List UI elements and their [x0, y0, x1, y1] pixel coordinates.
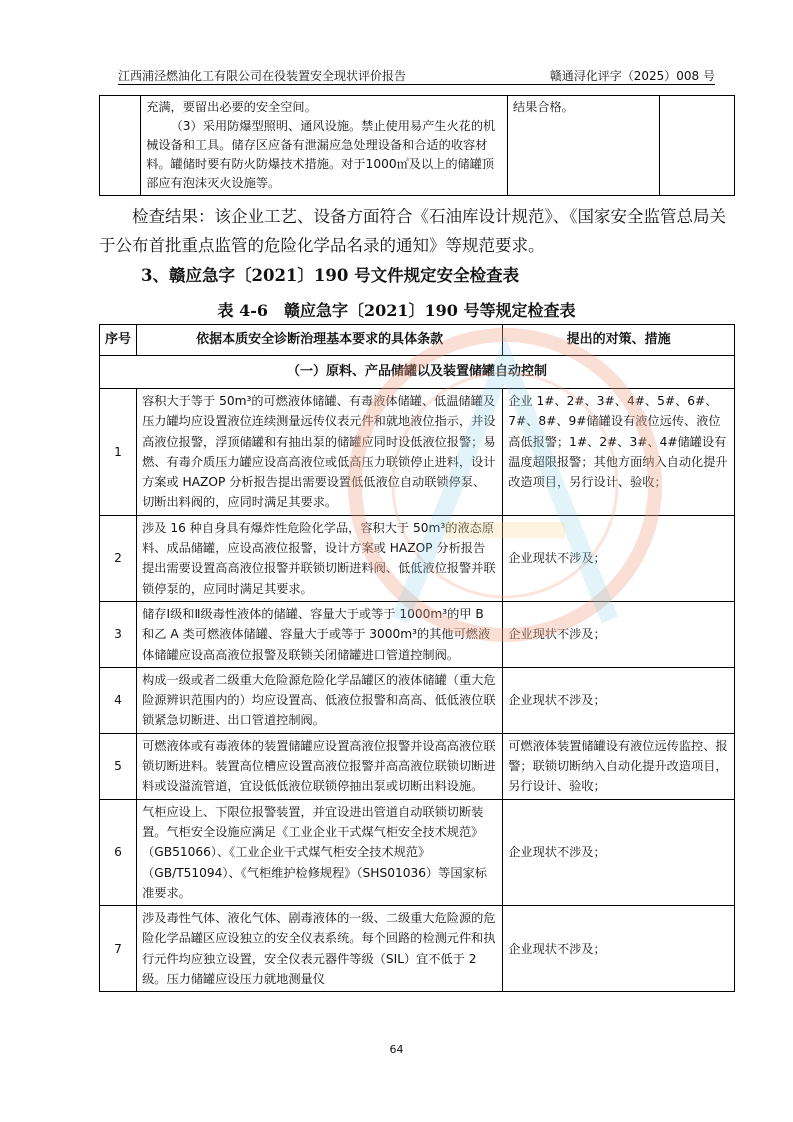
row-measure: 企业现状不涉及； [503, 667, 735, 733]
row-measure: 企业现状不涉及； [503, 515, 735, 601]
table-caption: 表 4-6 赣应急字〔2021〕190 号等规定检查表 [217, 301, 576, 320]
row-number: 6 [100, 799, 137, 905]
row-number: 1 [100, 389, 137, 516]
row-clause: 气柜应设上、下限位报警装置，并宜设进出管道自动联锁切断装置。气柜安全设施应满足《工业企业干式煤气柜安全技术规范》（GB51066）、《工业企业干式煤气柜安全技术规范》（GB/T51094）、《气柜维护检修规程》（SHS01036）等国家标准要求。 [137, 799, 503, 905]
table-row [100, 515, 735, 601]
table-row [100, 601, 735, 667]
section-title: 3、赣应急字〔2021〕190 号文件规定安全检查表 [141, 266, 520, 285]
page-number: 64 [389, 1043, 404, 1056]
result-cell: 结果合格。 [507, 96, 659, 196]
row-clause: 构成一级或者二级重大危险源危险化学品罐区的液体储罐（重大危险源辨识范围内的）均应设置高、低液位报警和高高、低低液位联锁紧急切断进、出口管道控制阀。 [137, 667, 503, 733]
row-clause: 涉及毒性气体、液化气体、剧毒液体的一级、二级重大危险源的危险化学品罐区应设独立的安全仪表系统。每个回路的检测元件和执行元件均应独立设置，安全仪表元器件等级（SIL）宜不低于 2 级。压力储罐应设压力就地测量仪 [137, 906, 503, 992]
header-left: 江西浦泾燃油化工有限公司在役装置安全现状评价报告 [118, 69, 407, 83]
table-header-row [100, 325, 735, 356]
conclusion-paragraph: 检查结果：该企业工艺、设备方面符合《石油库设计规范》、《国家安全监管总局关于公布首批重点监管的危险化学品名录的通知》等规范要求。 [99, 207, 726, 255]
table-row [100, 799, 735, 905]
table-row [100, 389, 735, 516]
table-subheader-row [100, 356, 735, 389]
table-row [100, 667, 735, 733]
row-number: 7 [100, 906, 137, 992]
row-clause: 储存Ⅰ级和Ⅱ级毒性液体的储罐、容量大于或等于 1000m³的甲 B 和乙 A 类可燃液体储罐、容量大于或等于 3000m³的其他可燃液体储罐应设高高液位报警及联锁关闭储罐进口管道控制阀。 [137, 601, 503, 667]
header-clause: 依据本质安全诊断治理基本要求的具体条款 [137, 325, 503, 356]
row-measure: 企业现状不涉及； [503, 906, 735, 992]
clause-cell [141, 96, 508, 196]
row-measure: 企业现状不涉及； [503, 601, 735, 667]
row-number: 5 [100, 733, 137, 799]
header-no: 序号 [100, 325, 137, 356]
row-measure: 可燃液体装置储罐设有液位远传监控、报警；联锁切断纳入自动化提升改造项目，另行设计、验收； [503, 733, 735, 799]
row-clause: 涉及 16 种自身具有爆炸性危险化学品，容积大于 50m³的液态原料、成品储罐，应设高液位报警，设计方案或 HAZOP 分析报告提出需要设置高高液位报警并联锁切断进料阀、低低液位报警并联锁停泵的，应同时满足其要求。 [137, 515, 503, 601]
row-measure: 企业 1#、2#、3#、4#、5#、6#、7#、8#、9#储罐设有液位远传、液位高低报警；1#、2#、3#、4#储罐设有温度超限报警；其他方面纳入自动化提升改造项目，另行设计、验收； [503, 389, 735, 516]
top-table [99, 95, 735, 196]
row-clause: 可燃液体或有毒液体的装置储罐应设置高液位报警并设高高液位联锁切断进料。装置高位槽应设置高液位报警并高高液位联锁切断进料或设溢流管道，宜设低低液位联锁停抽出泵或切断出料设施。 [137, 733, 503, 799]
row-number: 4 [100, 667, 137, 733]
page-header [118, 66, 715, 85]
header-right: 赣通浔化评字（2025）008 号 [549, 69, 715, 83]
table-row [100, 96, 735, 196]
row-clause: 容积大于等于 50m³的可燃液体储罐、有毒液体储罐、低温储罐及压力罐均应设置液位连续测量远传仪表元件和就地液位指示，并设高液位报警，浮顶储罐和有抽出泵的储罐应同时设低液位报警；易燃、有毒介质压力罐应设高高液位或低高压力联锁停止进料，设计方案或 HAZOP 分析报告提出需要设置低低液位自动联锁停泵、切断出料阀的，应同时满足其要求。 [137, 389, 503, 516]
table-subheader: （一）原料、产品储罐以及装置储罐自动控制 [100, 356, 735, 389]
clause-line: （3）采用防爆型照明、通风设施。禁止使用易产生火花的机械设备和工具。储存区应备有泄漏应急处理设备和合适的收容材料。罐储时要有防火防爆技术措施。对于1000㎥及以上的储罐顶部应有泡沫灭火设施等。 [146, 119, 496, 190]
header-measure: 提出的对策、措施 [503, 325, 735, 356]
row-measure: 企业现状不涉及； [503, 799, 735, 905]
row-number: 2 [100, 515, 137, 601]
table-row [100, 906, 735, 992]
check-table [99, 324, 735, 992]
row-number: 3 [100, 601, 137, 667]
clause-line: 充满，要留出必要的安全空间。 [146, 100, 317, 114]
table-row [100, 733, 735, 799]
